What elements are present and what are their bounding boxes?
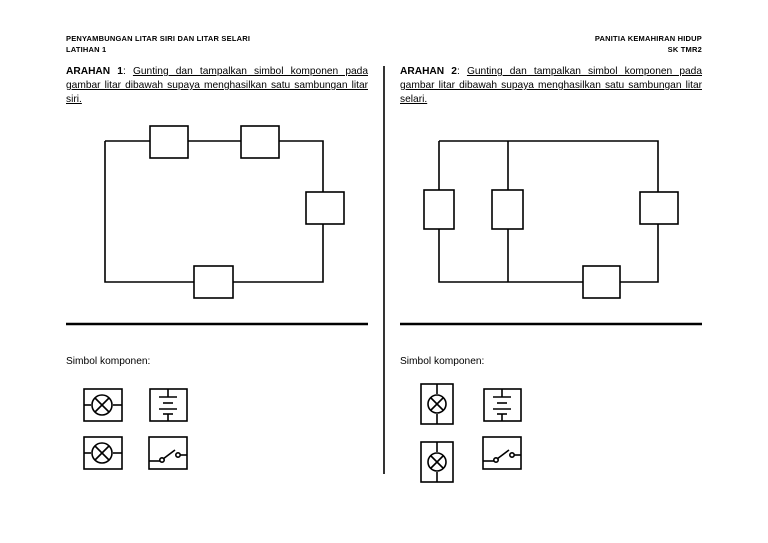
series-circuit [105,126,344,298]
series-circuit-wire [105,141,323,282]
symbols-label-1: Simbol komponen: [66,356,151,367]
lamp-icon [421,442,453,482]
instruction-2-separator: : [456,66,467,77]
parallel-slot-3 [640,192,678,224]
symbols-label-2: Simbol komponen: [400,356,485,367]
instruction-1-text: Gunting dan tampalkan simbol komponen pada gambar litar dibawah supaya menghasilkan satu sambungan litar siri. [66,66,368,105]
instruction-1-separator: : [122,66,133,77]
instruction-1-heading: ARAHAN 1 [66,66,123,77]
battery-icon [484,389,521,421]
parallel-circuit [424,141,678,298]
series-slot-1 [150,126,188,158]
panel-name: PANITIA KEMAHIRAN HIDUP [594,34,702,43]
switch-icon [483,437,521,469]
series-slot-2 [241,126,279,158]
parallel-slot-2 [492,190,523,229]
parallel-slot-4 [583,266,620,298]
switch-icon [149,437,187,469]
battery-icon [150,389,187,421]
series-slot-3 [306,192,344,224]
instruction-2-text: Gunting dan tampalkan simbol komponen pada gambar litar dibawah supaya menghasilkan satu sambungan litar selari. [400,66,702,105]
lamp-icon [84,389,122,421]
school-code: SK TMR2 [667,45,702,54]
instruction-2-heading: ARAHAN 2 [400,66,457,77]
series-slot-4 [194,266,233,298]
parallel-circuit-wire [439,141,658,282]
document-title: PENYAMBUNGAN LITAR SIRI DAN LITAR SELARI [66,34,251,43]
parallel-slot-1 [424,190,454,229]
exercise-label: LATIHAN 1 [66,45,107,54]
lamp-icon [84,437,122,469]
lamp-icon [421,384,453,424]
